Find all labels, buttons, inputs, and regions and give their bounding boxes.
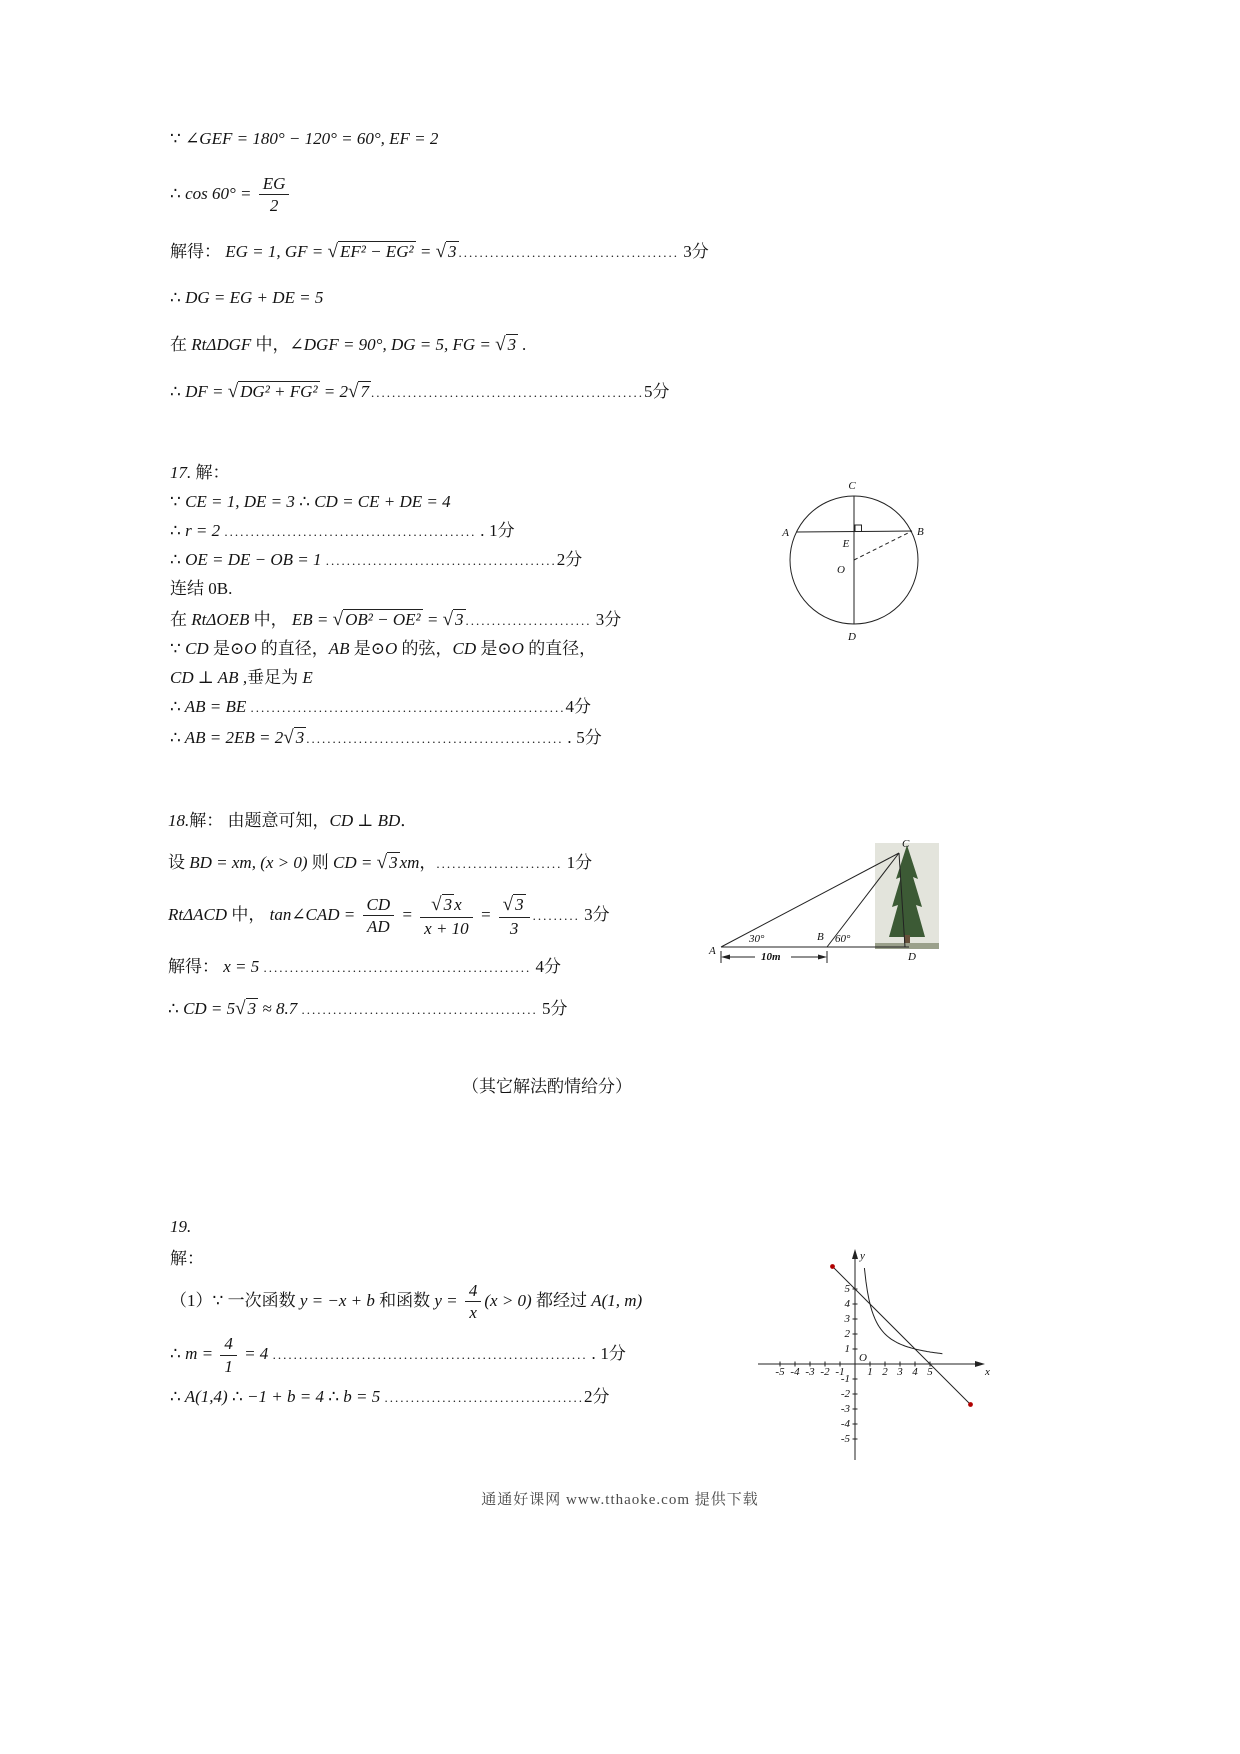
x-tick-label: -4 [790,1366,800,1378]
fraction [220,1333,237,1377]
arrow-left-icon [721,955,730,960]
score-label: 3分 [579,904,610,924]
radicand [358,381,371,401]
chinese-text: 解： [191,463,230,482]
radicand [446,241,459,261]
math-text: AD [367,917,390,937]
dot-leader: .................................................... [370,385,644,401]
formula-line [170,1280,780,1324]
math-text: x = 5 [219,957,264,977]
sqrt-expression [431,895,454,914]
denominator [420,918,473,940]
y-tick-label: -4 [840,1417,850,1430]
y-tick-label: -2 [840,1387,850,1400]
chord-AB [796,531,912,532]
chinese-text: 中， [231,904,266,924]
x-tick-label: 3 [897,1366,903,1378]
math-text: 3 [507,334,517,354]
radical-icon: √ [327,241,338,263]
radicand [338,241,416,261]
math-text: EB = [287,609,333,629]
radical-icon: √ [332,608,344,630]
math-text: ∵ ∠GEF = 180° − 120° = 60°, EF = 2 [170,129,439,148]
denominator [499,918,530,940]
chinese-text: 垂足为 [247,668,303,688]
problem-16-solution [170,128,780,427]
math-text: A(1, m) [591,1290,643,1310]
chinese-text: ． [400,811,418,830]
math-text: . [563,728,577,748]
x-tick-label: 2 [882,1366,888,1378]
math-text: ∴ r = 2 [170,520,225,540]
chinese-text: 的直径， [260,639,329,659]
note-other-solutions: （其它解法酌情给分） [462,1077,632,1096]
radicand [506,334,519,354]
math-text: AB [328,639,354,659]
problem-18-solution [168,810,728,1039]
math-text: 3 [443,894,453,914]
dot-leader: ............................................................ [250,700,566,716]
math-text: = 4 [239,1343,273,1363]
formula-line [170,725,770,751]
x-axis-arrow-icon [975,1361,985,1367]
formula-line [170,239,780,265]
math-text: CD ⊥ AB , [170,668,248,688]
x-tick-label: 4 [912,1366,918,1378]
formula-line [170,638,770,661]
denominator [465,1302,482,1324]
footer-watermark: 通通好课网 www.tthaoke.com 提供下载 [481,1492,759,1508]
tree-photo [875,843,939,949]
chinese-text: 的直径， [528,639,597,659]
chinese-text: 在 [170,334,192,354]
math-text: ∴ DG = EG + DE = 5 [170,287,324,307]
score-label: 2分 [583,1387,610,1407]
y-tick-label: -5 [840,1432,850,1445]
math-text: RtΔACD [168,904,232,924]
radicand [453,609,466,629]
fraction [465,1280,482,1324]
math-text: . [587,1343,601,1363]
math-text: 19. [170,1217,192,1236]
sqrt-expression [228,382,320,401]
math-text: ∴ DF = [170,382,228,402]
math-text: 3 [455,609,464,629]
formula-line [170,607,770,633]
formula-line [170,520,770,543]
numerator [499,893,530,918]
problem-19-solution [170,1216,780,1418]
score-label: 5分 [576,728,602,748]
x-tick-label: 1 [867,1366,873,1378]
dot-leader: ...................................... [384,1390,584,1406]
chinese-text: 的弦， [401,639,453,659]
radical-icon: √ [235,998,246,1020]
chinese-text: 和函数 [374,1290,435,1310]
math-text: ≈ 8.7 [258,999,302,1019]
formula-line [168,810,728,833]
dot-leader: ........................ [465,612,592,628]
sqrt-expression [377,853,400,872]
math-text: = [415,242,436,262]
math-text: CD [452,639,481,659]
math-text: x + 10 [424,918,469,938]
formula-line [170,491,770,514]
radicand [387,852,400,872]
point-B-label: B [917,526,924,538]
math-text: ∵ CD [170,639,213,659]
radical-icon: √ [502,893,514,915]
formula-line [170,1333,780,1377]
chinese-text: 连结 0B. [170,578,233,598]
math-text: RtΔOEB [191,609,254,629]
math-text: 18. [168,811,190,830]
math-text: ∴ A(1,4) ∴ −1 + b = 4 ∴ b = 5 [170,1387,385,1407]
radicand [238,381,319,401]
y-tick-label: 2 [844,1327,850,1340]
vertex-B-label: B [817,931,824,943]
fraction [363,894,395,938]
math-text: y = −x + b [299,1290,375,1310]
formula-line [170,1386,780,1409]
formula-line [170,549,770,572]
vertex-A-label: A [709,945,716,957]
y-tick-label: 5 [844,1282,850,1295]
formula-line [170,667,770,690]
vertex-D-label: D [908,951,916,963]
line-endpoint-dot [830,1264,835,1269]
formula-line [170,696,770,719]
radicand [442,894,455,914]
score-label: 4分 [565,697,592,717]
numerator [420,893,473,918]
line-endpoint-dot [968,1402,973,1407]
dot-leader: ................................................... [263,960,532,976]
x-tick-label: -1 [835,1366,845,1378]
formula-line [170,128,780,151]
math-text: = [475,904,496,924]
formula-line [170,578,770,601]
y-tick-label: -1 [840,1372,850,1385]
math-text: 4 [224,1333,233,1353]
sqrt-expression [348,382,371,401]
radicand [294,727,307,747]
math-text: 1 [224,1356,233,1376]
math-text: RtΔDGF [191,334,252,354]
y-tick-label: -3 [840,1402,850,1415]
y-axis-label: y [860,1250,865,1262]
math-text: OB² − OE² [345,609,421,629]
chinese-text: （1） [170,1290,213,1310]
triangle-diagram [705,835,960,975]
formula-line [168,956,728,979]
point-D-label: D [848,631,856,643]
math-text: DG² + FG² [240,382,318,402]
score-label: 5分 [643,382,670,402]
score-label: 5分 [537,999,568,1019]
denominator [363,916,395,938]
formula-line [170,173,780,217]
chinese-text: 解得： [170,242,221,262]
chinese-text: 设 [168,852,190,872]
dot-leader: ......... [532,907,580,923]
chinese-text: 中， [251,334,290,354]
chinese-text: ， [419,852,437,872]
math-text: 3 [515,894,524,914]
radical-icon: √ [348,381,359,403]
chinese-text: 是 [480,639,498,659]
sightline-AC [721,853,899,947]
origin-label: O [859,1352,867,1364]
radical-icon: √ [442,608,454,630]
sqrt-expression [436,242,459,261]
chinese-text: 在 [170,609,192,629]
math-text: ∴ OE = DE − OB = 1 [170,549,326,569]
formula-line [170,287,780,310]
math-text: E [302,668,313,688]
math-text: ∵ CE = 1, DE = 3 ∴ CD = CE + DE = 4 [170,491,451,511]
sqrt-expression [503,895,526,914]
formula-line [168,996,728,1022]
base-length-label: 10m [761,951,781,963]
score-label: 1分 [489,520,515,540]
chinese-text: 解： [170,1248,204,1268]
math-text: = [422,609,443,629]
ground-strip [875,943,939,949]
chinese-text: 解得： [168,957,219,977]
math-text: xm [399,852,420,872]
score-label: 1分 [600,1343,626,1363]
score-label: 3分 [591,609,622,629]
dot-leader: ................................................ [224,523,477,539]
sqrt-expression [235,999,258,1018]
fraction [420,893,473,939]
math-text: . [518,334,527,354]
math-text: ∵ [212,1290,228,1310]
math-text: 3 [247,999,257,1019]
chinese-text: 是 [353,639,371,659]
chinese-text: 解： 由题意可知， [189,811,330,830]
math-text: x [454,894,462,914]
math-text: (x > 0) [484,1290,532,1310]
angle-60-label: 60° [835,933,851,945]
dot-leader: ............................................ [325,552,557,568]
chinese-text: 则 [307,852,334,872]
dot-leader: ............................................................ [272,1346,588,1362]
sqrt-expression [283,728,306,747]
math-text: = [397,904,418,924]
chinese-text: 是 [212,639,230,659]
point-A-label: A [782,527,789,539]
math-text: CD [366,894,391,914]
numerator [220,1333,237,1356]
y-tick-label: 3 [844,1312,850,1325]
fraction [259,173,290,217]
linear-function-line [833,1267,971,1405]
chinese-text: 一次函数 [227,1290,300,1310]
radical-icon: √ [495,333,506,355]
radical-icon: √ [435,241,447,263]
formula-line [170,1248,780,1271]
math-text: tan∠CAD = [265,904,360,924]
math-text: ⊙O [370,639,402,659]
math-text: . [476,520,490,540]
math-text: ∴ CD = 5 [168,999,236,1019]
point-E-label: E [842,538,850,550]
radical-icon: √ [431,893,442,915]
sqrt-expression [443,610,466,629]
math-text: x [469,1303,477,1323]
problem-17-solution [170,462,770,757]
math-text: ∴ AB = 2EB = 2 [170,728,284,748]
math-text: EG [262,173,286,193]
math-text: BD = xm, (x > 0) [189,852,308,872]
formula-line [170,332,780,358]
sqrt-expression [328,242,416,261]
right-angle-mark [855,525,862,532]
formula-line [168,893,728,939]
math-text: CD ⊥ BD [329,811,401,830]
math-text: ∴ m = [170,1343,218,1363]
math-text: y = [434,1290,462,1310]
score-label: 4分 [531,957,562,977]
point-C-label: C [848,480,856,492]
dot-leader: ............................................. [301,1002,538,1018]
x-axis-label: x [985,1366,990,1378]
numerator [363,894,395,917]
math-text: 3 [448,242,457,262]
math-text: 3 [389,852,398,872]
sqrt-expression [333,610,423,629]
angle-30-label: 30° [749,933,765,945]
point-O-label: O [837,564,845,576]
function-graph [750,1242,995,1474]
y-axis-arrow-icon [852,1249,858,1259]
radicand [513,894,526,914]
score-label: 3分 [679,242,709,262]
numerator [465,1280,482,1303]
fraction [499,893,530,939]
score-label: 2分 [556,549,583,569]
radicand [246,998,259,1018]
sqrt-expression [495,335,518,354]
math-text: ∴ cos 60° = [170,183,256,203]
formula-line [170,462,770,485]
formula-line [168,850,728,876]
formula-line [170,1216,780,1239]
hyperbola-curve [864,1268,942,1354]
radical-icon: √ [283,727,294,749]
dot-leader: ................................................. [306,731,564,747]
radical-icon: √ [227,381,239,403]
x-tick-label: -5 [775,1366,785,1378]
denominator [220,1356,237,1378]
dot-leader: ........................ [436,855,563,871]
math-text: 4 [468,1280,478,1300]
math-text: ⊙O [497,639,529,659]
math-text: 2 [269,196,279,216]
circle-diagram [762,458,952,658]
x-tick-label: -2 [820,1366,830,1378]
math-text: ∠DGF = 90°, DG = 5, FG = [289,334,496,354]
chinese-text: 都经过 [531,1290,592,1310]
math-text: 3 [509,918,519,938]
math-text: = 2 [319,382,349,402]
math-text: CD = [333,852,377,872]
math-text: 3 [295,728,305,748]
dot-leader: .......................................... [458,245,680,261]
math-text: ⊙O [229,639,261,659]
vertex-C-label: C [902,838,910,850]
radical-icon: √ [376,851,388,873]
score-label: 1分 [562,852,593,872]
radicand [343,609,423,629]
x-tick-label: 5 [927,1366,933,1378]
math-text: 7 [360,382,369,402]
math-text: ∴ AB = BE [170,697,251,717]
math-text: EG = 1, GF = [221,242,328,262]
y-tick-label: 1 [844,1342,850,1355]
math-text: 17. [170,463,192,482]
formula-line [170,379,780,405]
chinese-text: 中， [253,609,288,629]
math-text: EF² − EG² [339,242,414,262]
denominator [259,195,290,217]
numerator [259,173,290,196]
segment-OB-dashed [854,531,912,560]
x-tick-label: -3 [805,1366,815,1378]
arrow-right-icon [818,955,827,960]
y-tick-label: 4 [844,1297,850,1310]
